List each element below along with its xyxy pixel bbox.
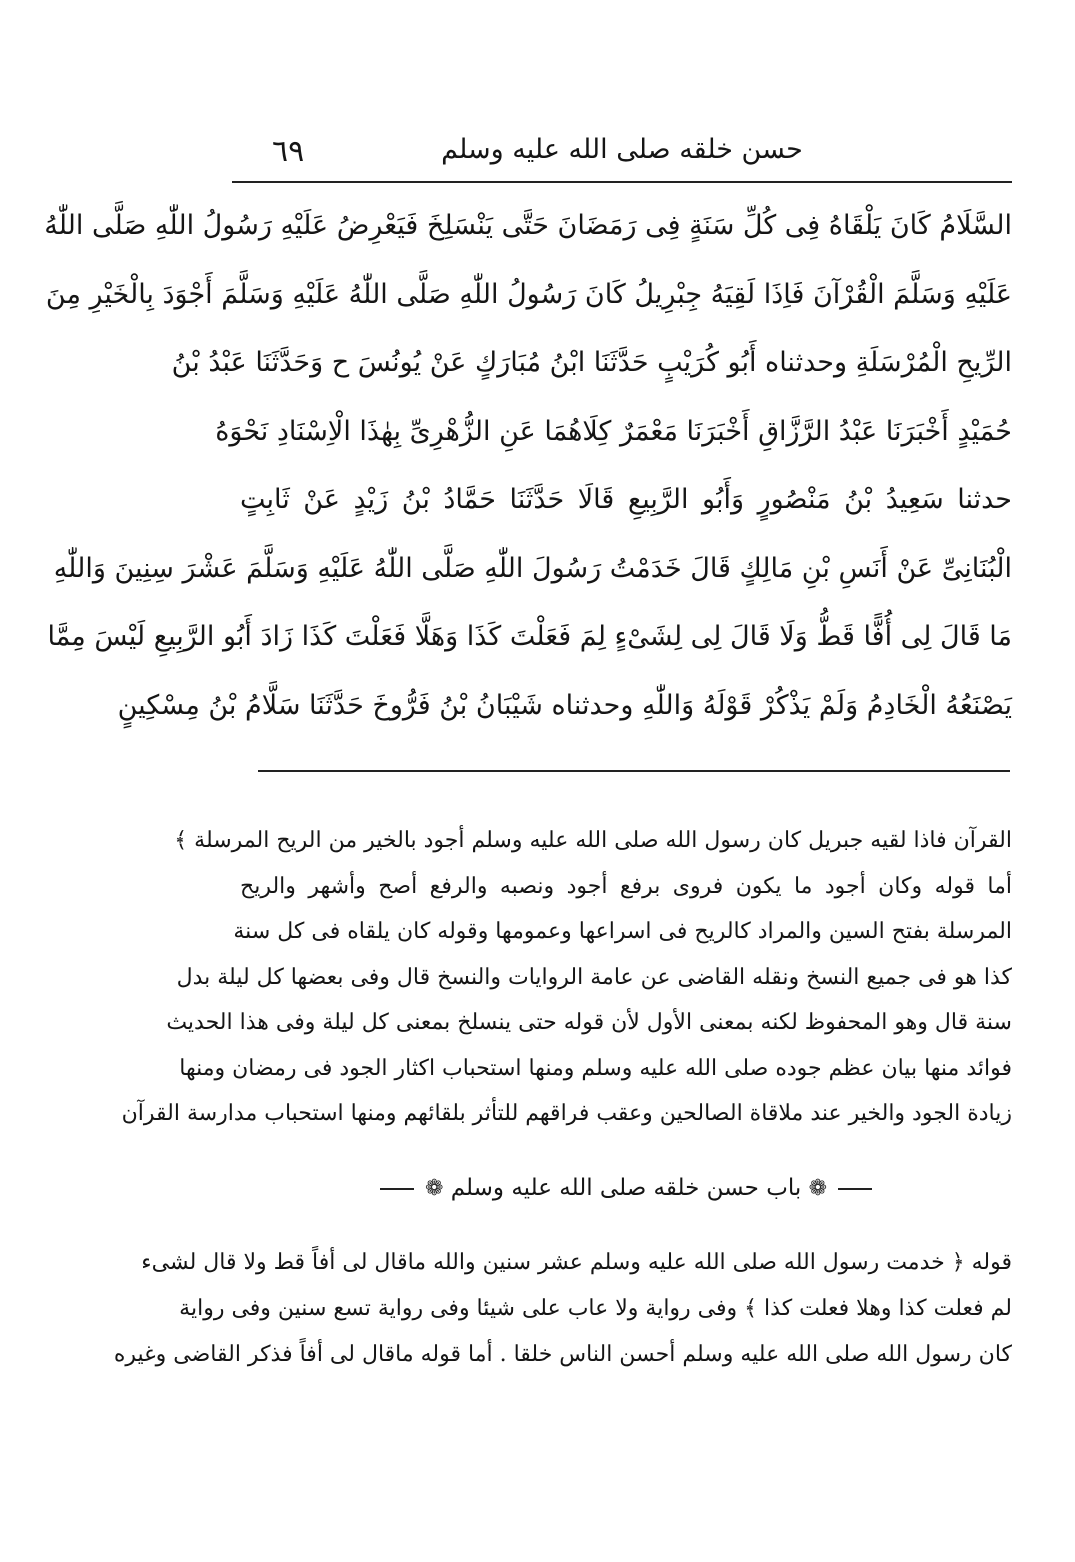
hadith-text-block bbox=[44, 192, 1012, 740]
chapter-heading bbox=[240, 1168, 1012, 1209]
commentary-line: كذا هو فى جميع النسخ ونقله القاضى عن عامة الروايات والنسخ قال وفى بعضها كل ليلة بدل bbox=[176, 964, 1012, 990]
commentary-line: سنة قال وهو المحفوظ لكنه بمعنى الأول لأن قوله حتى ينسلخ بمعنى كل ليلة وفى هذا الحديث bbox=[166, 1010, 1012, 1035]
commentary-line: فوائد منها بيان عظم جوده صلى الله عليه وسلم ومنها استحباب اكثار الجود فى رمضان ومنها bbox=[179, 1055, 1012, 1081]
running-title: حسن خلقه صلى الله عليه وسلم bbox=[441, 134, 803, 165]
ornament-icon: ❁ bbox=[424, 1176, 444, 1201]
hadith-line: مَا قَالَ لِى أُفًّا قَطُّ وَلَا قَالَ لِى لِشَىْءٍ لِمَ فَعَلْتَ كَذَا وَهَلَّا فَعَلْتَ كَذَا زَادَ أَبُو الرَّبِيعِ لَيْسَ مِمَّا bbox=[47, 621, 1012, 652]
heading-dash-line bbox=[380, 1188, 414, 1190]
commentary-line: القرآن فاذا لقيه جبريل كان رسول الله صلى الله عليه وسلم أجود بالخير من الريح المرسلة ﴾ bbox=[174, 828, 1012, 853]
page-number: ٦٩ bbox=[272, 134, 305, 169]
commentary-line: قوله ﴿ خدمت رسول الله صلى الله عليه وسلم عشر سنين والله ماقال لى أفاً قط ولا قال لشىء bbox=[141, 1250, 1012, 1275]
commentary-line: أما قوله وكان أجود ما يكون فروى برفع أجود ونصبه والرفع أصح وأشهر والريح bbox=[240, 873, 1012, 899]
ornament-icon: ❁ bbox=[808, 1176, 828, 1201]
hadith-line: الرِّيحِ الْمُرْسَلَةِ وحدثناه أَبُو كُرَيْبٍ حَدَّثَنَا ابْنُ مُبَارَكٍ عَنْ يُونُسَ ح وَحَدَّثَنَا عَبْدُ بْنُ bbox=[171, 347, 1012, 378]
commentary-separator bbox=[258, 770, 1010, 772]
chapter-commentary-block bbox=[113, 1240, 1012, 1378]
hadith-line: الْبُنَانِىِّ عَنْ أَنَسِ بْنِ مَالِكٍ قَالَ خَدَمْتُ رَسُولَ اللّٰهِ صَلَّى اللّٰهُ عَلَيْهِ وَسَلَّمَ عَشْرَ سِنِينَ وَاللّٰهِ bbox=[53, 552, 1012, 584]
commentary-line: زيادة الجود والخير عند ملاقاة الصالحين وعقب فراقهم للتأثر بلقائهم ومنها استحباب مدارسة القرآن bbox=[121, 1101, 1012, 1126]
commentary-line: لم فعلت كذا وهلا فعلت كذا ﴾ وفى رواية ولا عاب على شيئا وفى رواية تسع سنين وفى رواية bbox=[179, 1296, 1012, 1321]
commentary-line: كان رسول الله صلى الله عليه وسلم أحسن الناس خلقا . أما قوله ماقال لى أفاً فذكر القاضى وغيره bbox=[113, 1342, 1012, 1367]
hadith-line: حُمَيْدٍ أَخْبَرَنَا عَبْدُ الرَّزَّاقِ أَخْبَرَنَا مَعْمَرٌ كِلَاهُمَا عَنِ الزُّهْرِىِّ بِهٰذَا الْاِسْنَادِ نَحْوَهُ bbox=[215, 415, 1012, 447]
hadith-line: السَّلَامُ كَانَ يَلْقَاهُ فِى كُلِّ سَنَةٍ فِى رَمَضَانَ حَتَّى يَنْسَلِخَ فَيَعْرِضُ عَلَيْهِ رَسُولُ اللّٰهِ صَلَّى اللّٰهُ bbox=[44, 210, 1012, 241]
hadith-line: حدثنا سَعِيدُ بْنُ مَنْصُورٍ وَأَبُو الرَّبِيعِ قَالَا حَدَّثَنَا حَمَّادُ بْنُ زَيْدٍ عَنْ ثَابِتٍ bbox=[240, 484, 1012, 515]
header-rule bbox=[232, 181, 1012, 183]
hadith-line: يَصْنَعُهُ الْخَادِمُ وَلَمْ يَذْكُرْ قَوْلَهُ وَاللّٰهِ وحدثناه شَيْبَانُ بْنُ فَرُّوخَ حَدَّثَنَا سَلَّامُ بْنُ مِسْكِينٍ bbox=[117, 689, 1012, 721]
commentary-line: المرسلة بفتح السين والمراد كالريح فى اسراعها وعمومها وقوله كان يلقاه فى كل سنة bbox=[233, 919, 1012, 944]
page-header bbox=[232, 128, 1012, 178]
chapter-heading-text: باب حسن خلقه صلى الله عليه وسلم bbox=[450, 1175, 802, 1201]
commentary-block bbox=[121, 818, 1012, 1137]
heading-dash-line bbox=[838, 1188, 872, 1190]
hadith-line: عَلَيْهِ وَسَلَّمَ الْقُرْآنَ فَاِذَا لَقِيَهُ جِبْرِيلُ كَانَ رَسُولُ اللّٰهِ صَلَّى اللّٰهُ عَلَيْهِ وَسَلَّمَ أَجْوَدَ بِالْخَيْرِ مِنَ bbox=[45, 278, 1012, 310]
